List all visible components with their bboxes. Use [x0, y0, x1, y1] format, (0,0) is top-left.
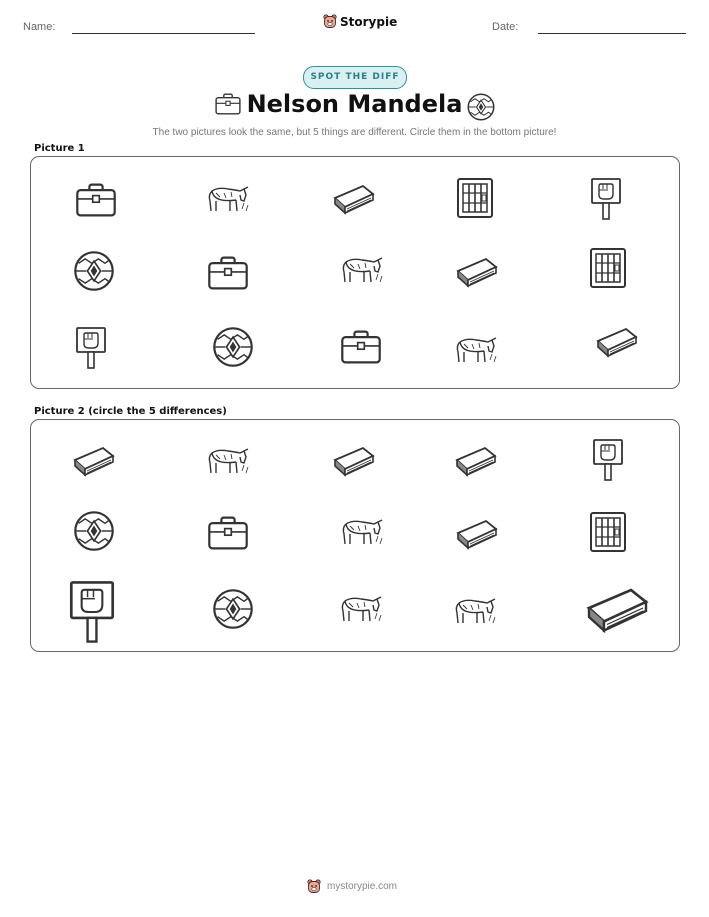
briefcase-icon: [206, 253, 250, 293]
bear-icon: [323, 14, 337, 29]
fist-sign-icon[interactable]: [62, 578, 122, 646]
briefcase-icon[interactable]: [206, 513, 250, 553]
instructions: The two pictures look the same, but 5 things are different. Circle them in the bottom picture!: [152, 127, 557, 138]
bear-icon: [307, 879, 321, 894]
page-title: Nelson Mandela: [246, 90, 463, 118]
shield-icon: [72, 249, 116, 293]
book-icon[interactable]: [579, 580, 653, 636]
prison-door-icon: [588, 246, 628, 290]
book-icon[interactable]: [69, 442, 117, 478]
picture-1-panel: [30, 156, 680, 389]
book-icon: [592, 323, 640, 359]
book-icon[interactable]: [452, 515, 500, 551]
cow-icon[interactable]: [338, 513, 386, 549]
book-icon: [452, 253, 500, 289]
fist-sign-icon: [71, 325, 111, 371]
book-icon[interactable]: [329, 442, 377, 478]
brand-name: Storypie: [340, 14, 398, 29]
shield-icon[interactable]: [211, 587, 255, 631]
cow-icon[interactable]: [204, 442, 252, 478]
book-icon: [329, 180, 377, 216]
book-icon[interactable]: [451, 442, 499, 478]
site-url: mystorypie.com: [327, 881, 398, 892]
footer: [307, 879, 397, 894]
picture-2-panel[interactable]: [30, 419, 680, 652]
fist-sign-icon: [586, 176, 626, 222]
name-line: [72, 33, 255, 34]
briefcase-icon: [74, 180, 118, 220]
brand-logo: [323, 14, 397, 29]
prison-door-icon[interactable]: [588, 510, 628, 554]
date-label: Date:: [492, 21, 519, 33]
picture-1-label: Picture 1: [34, 143, 85, 154]
name-label: Name:: [23, 21, 56, 33]
cow-icon: [452, 331, 500, 367]
cow-icon[interactable]: [337, 590, 385, 626]
cow-icon: [204, 180, 252, 216]
spot-the-diff-badge: SPOT THE DIFF: [303, 66, 407, 89]
briefcase-icon: [339, 327, 383, 367]
prison-door-icon: [455, 176, 495, 220]
shield-icon: [466, 92, 496, 127]
cow-icon: [338, 251, 386, 287]
picture-2-label: Picture 2 (circle the 5 differences): [34, 406, 227, 417]
fist-sign-icon[interactable]: [588, 437, 628, 483]
cow-icon[interactable]: [451, 592, 499, 628]
date-line: [538, 33, 686, 34]
shield-icon[interactable]: [72, 509, 116, 553]
shield-icon: [211, 325, 255, 369]
